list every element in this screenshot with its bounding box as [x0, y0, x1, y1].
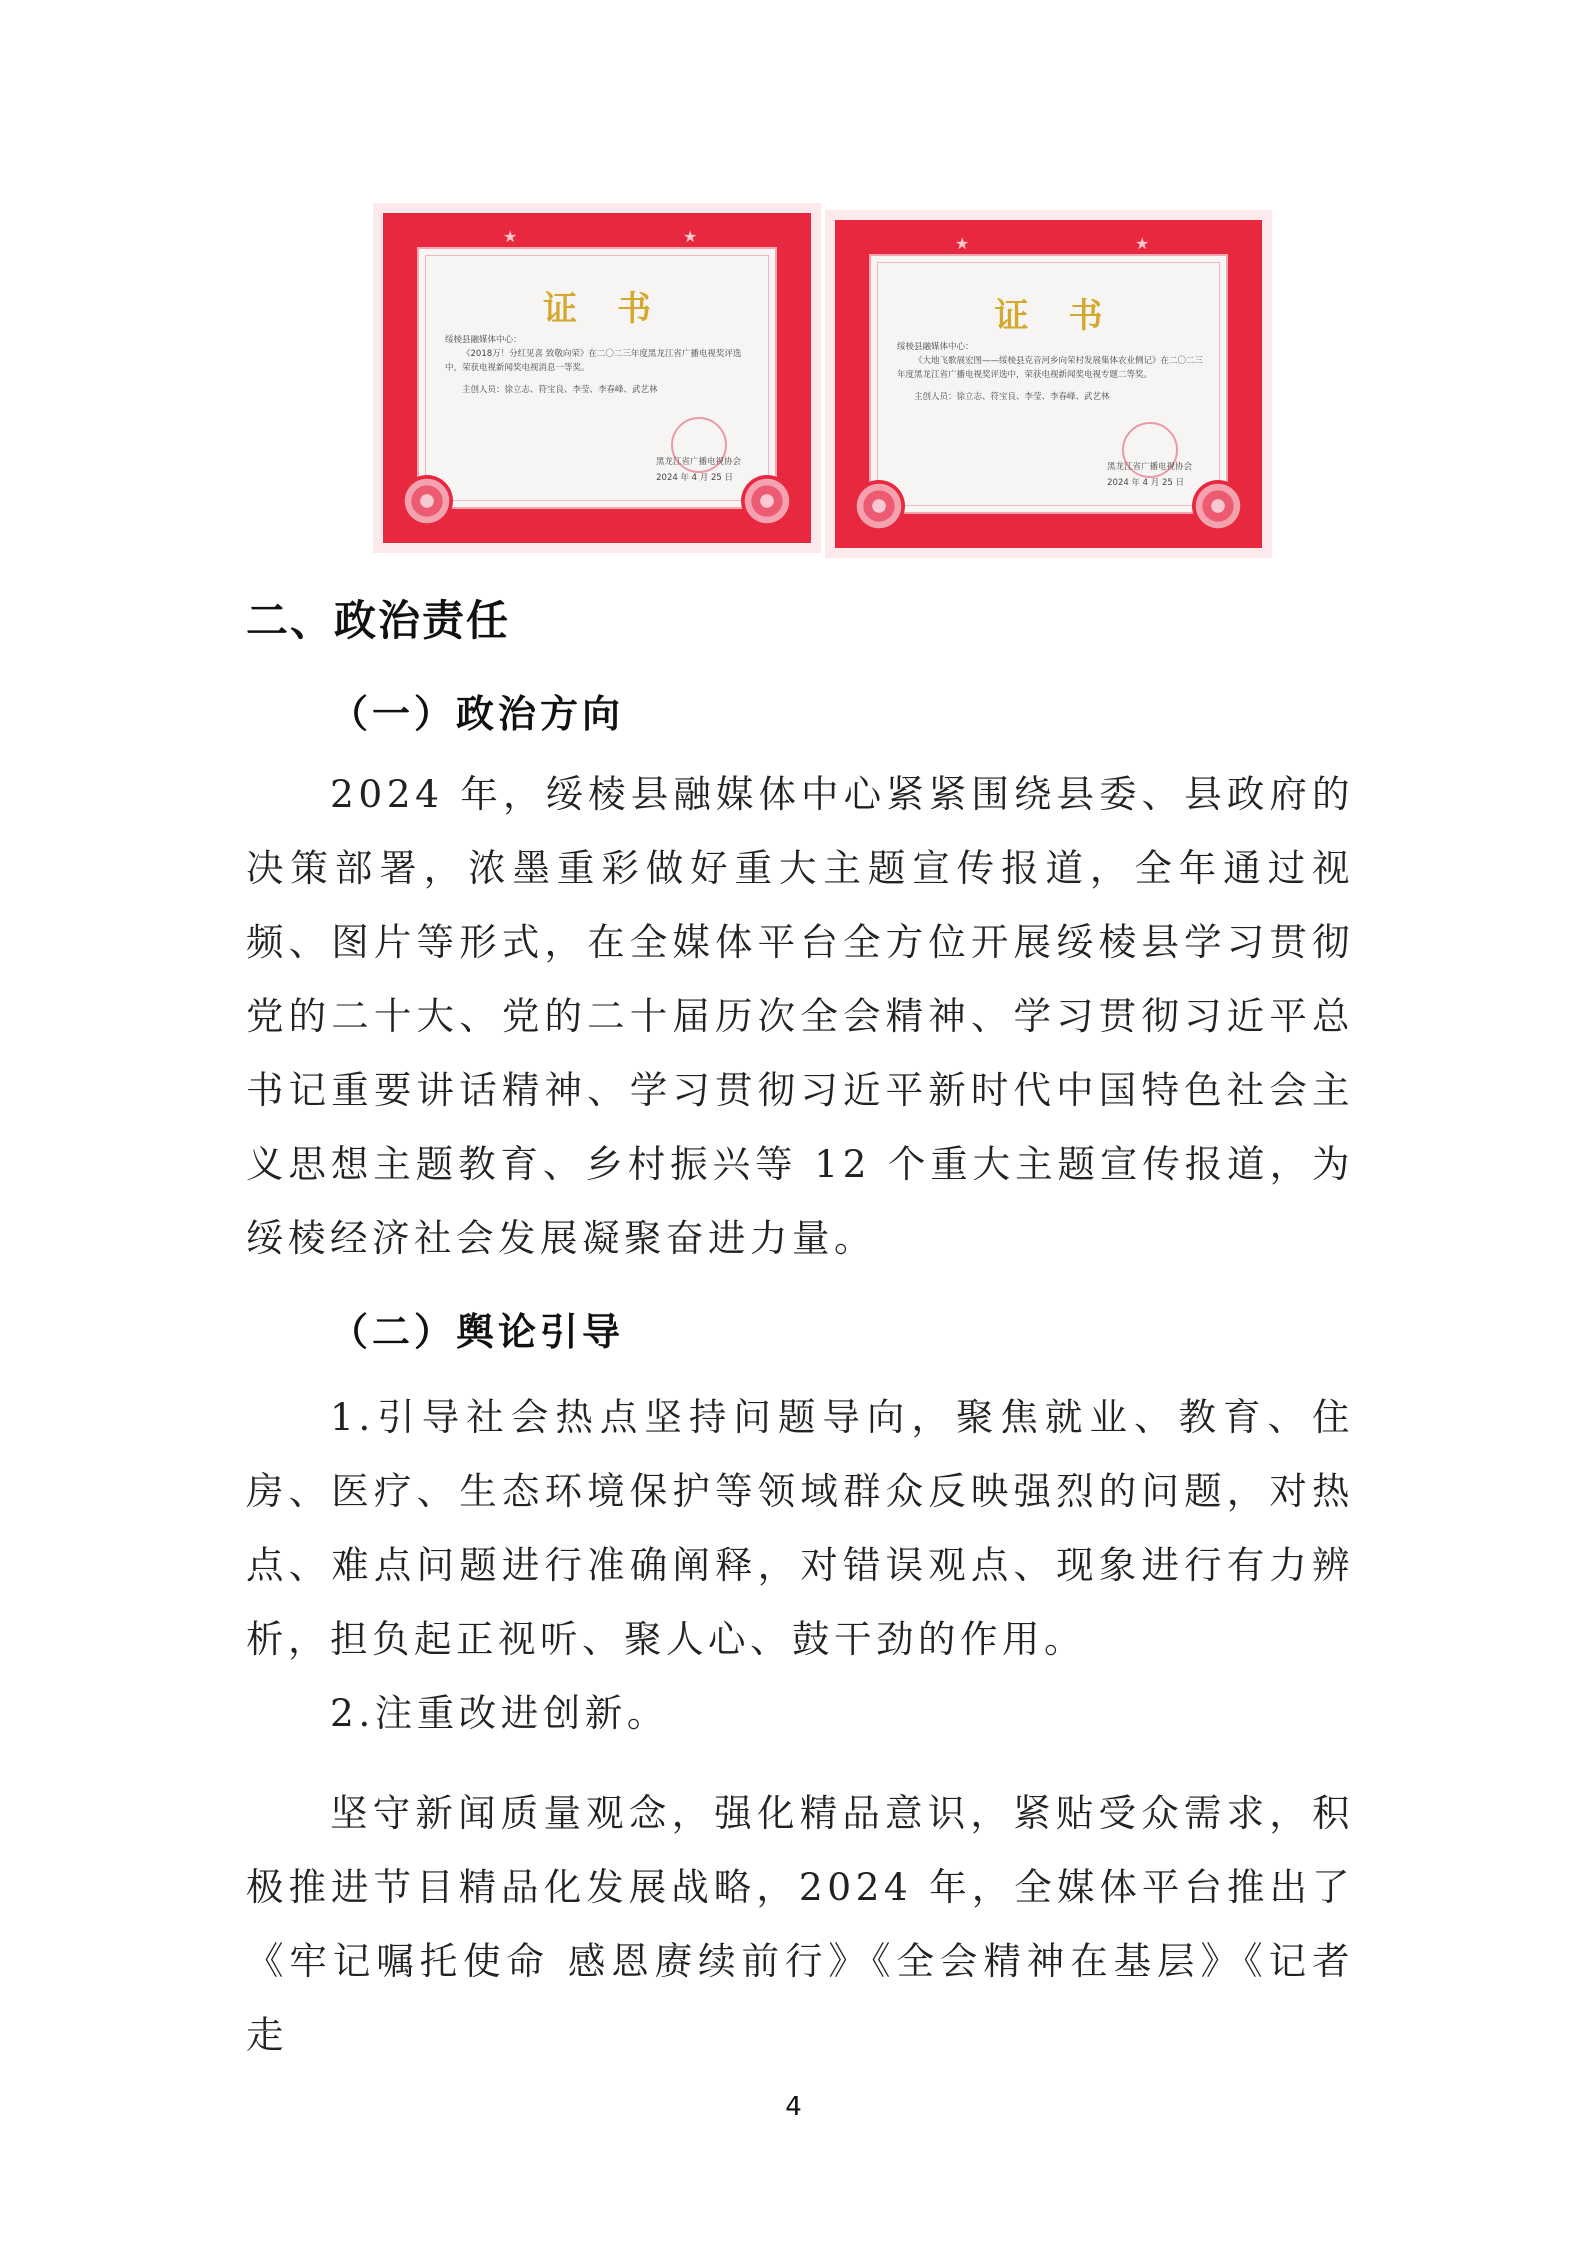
- certificate-photo-1: [373, 203, 821, 553]
- certificate-issuer: 黑龙江省广播电视协会: [655, 457, 741, 467]
- certificate-text: [445, 333, 753, 397]
- paragraph-innovation-heading: 2.注重改进创新。: [330, 1691, 669, 1735]
- certificate-body: 《2018万！分红见喜 致敬向荣》在二〇二三年度黑龙江省广播电视奖评选中，荣获电视新闻奖电视消息一等奖。: [445, 349, 742, 373]
- certificate-photo-2: [825, 210, 1272, 558]
- certificate-red-border: [835, 220, 1262, 548]
- certificate-text: [897, 340, 1204, 404]
- certificate-creators: 主创人员：徐立志、符宝良、李莹、李春峰、武艺林: [914, 392, 1110, 402]
- star-ornament-icon: ★: [955, 234, 970, 253]
- certificate-recipient: 绥棱县融媒体中心：: [445, 335, 522, 345]
- paragraph-quality-programs: 坚守新闻质量观念，强化精品意识，紧贴受众需求，积极推进节目精品化发展战略，2024 年，全媒体平台推出了《牢记嘱托使命 感恩赓续前行》《全会精神在基层》《记者走: [246, 1791, 1354, 2057]
- subsection-heading-public-opinion: （二）舆论引导: [330, 1309, 625, 1354]
- certificate-recipient: 绥棱县融媒体中心：: [897, 342, 974, 352]
- flower-ornament-icon: [401, 475, 453, 527]
- flower-ornament-icon: [741, 475, 793, 527]
- certificate-title: 证书: [994, 296, 1143, 336]
- flower-ornament-icon: [1192, 480, 1244, 532]
- certificate-red-border: [383, 213, 811, 543]
- paragraph-political-direction: 2024 年，绥棱县融媒体中心紧紧围绕县委、县政府的决策部署，浓墨重彩做好重大主题宣传报道，全年通过视频、图片等形式，在全媒体平台全方位开展绥棱县学习贯彻党的二十大、党的二十届历次全会精神、学习贯彻习近平总书记重要讲话精神、学习贯彻习近平新时代中国特色社会主义思想主题教育、乡村振兴等 12 个重大主题宣传报道，为绥棱经济社会发展凝聚奋进力量。: [246, 772, 1354, 1260]
- star-ornament-icon: ★: [1135, 234, 1150, 253]
- certificate-title: 证书: [543, 289, 691, 329]
- star-ornament-icon: ★: [503, 227, 518, 246]
- subsection-heading-political-direction: （一）政治方向: [330, 691, 625, 736]
- paragraph-hotspot-guidance: 1.引导社会热点坚持问题导向，聚焦就业、教育、住房、医疗、生态环境保护等领域群众反映强烈的问题，对热点、难点问题进行准确阐释，对错误观点、现象进行有力辨析，担负起正视听、聚人心、鼓干劲的作用。: [246, 1395, 1354, 1661]
- certificate-body: 《大地飞歌展宏图——绥棱县克音河乡向荣村发展集体农业侧记》在二〇二三年度黑龙江省广播电视奖评选中，荣获电视新闻奖电视专题二等奖。: [897, 356, 1204, 380]
- page-number: 4: [785, 2092, 802, 2122]
- certificate-date: 2024 年 4 月 25 日: [1107, 478, 1184, 488]
- section-heading: 二、政治责任: [246, 596, 511, 645]
- certificate-date: 2024 年 4 月 25 日: [656, 473, 733, 483]
- certificate-issuer: 黑龙江省广播电视协会: [1106, 462, 1192, 472]
- flower-ornament-icon: [853, 480, 905, 532]
- certificate-creators: 主创人员：徐立志、符宝良、李莹、李春峰、武艺林: [462, 385, 658, 395]
- star-ornament-icon: ★: [683, 227, 698, 246]
